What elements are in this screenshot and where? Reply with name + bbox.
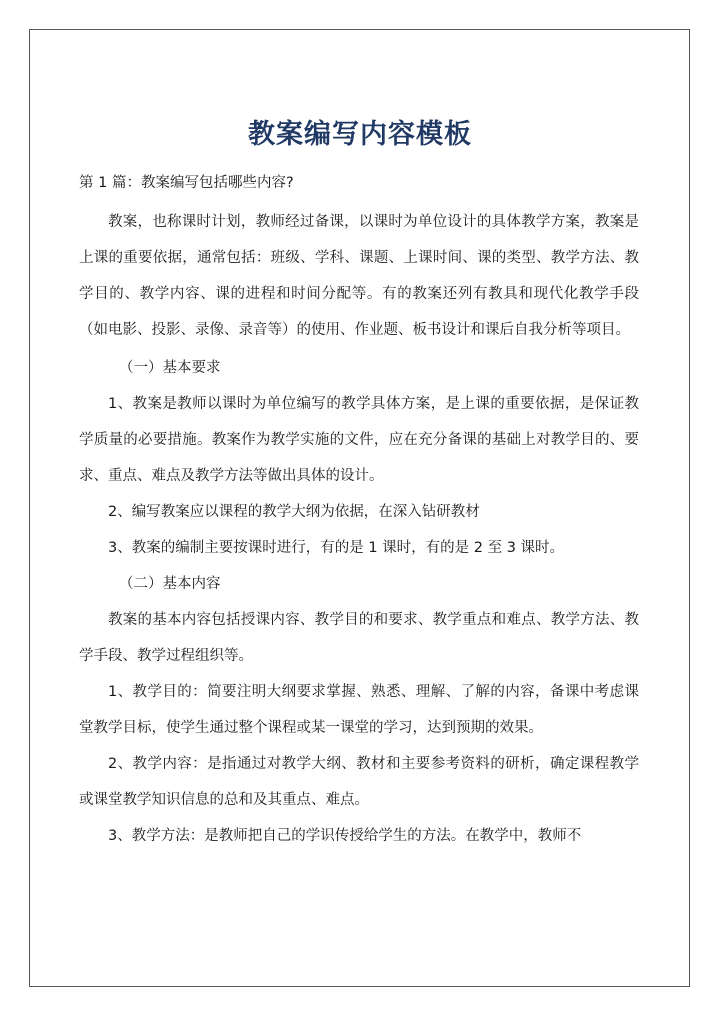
- requirement-item-1: 1、教案是教师以课时为单位编写的教学具体方案，是上课的重要依据，是保证教学质量的必要措施。教案作为教学实施的文件，应在充分备课的基础上对教学目的、要求、重点、难点及教学方法等做出具体的设计。: [79, 396, 639, 484]
- intro-paragraph: 教案，也称课时计划，教师经过备课，以课时为单位设计的具体教学方案，教案是上课的重要依据，通常包括：班级、学科、课题、上课时间、课的类型、教学方法、教学目的、教学内容、课的进程和时间分配等。有的教案还列有教具和现代化教学手段（如电影、投影、录像、录音等）的使用、作业题、板书设计和课后自我分析等项目。: [79, 214, 639, 338]
- content-paragraph: 教案的基本内容包括授课内容、教学目的和要求、教学重点和难点、教学方法、教学手段、教学过程组织等。: [79, 612, 639, 664]
- content-item-3: 3、教学方法：是教师把自己的学识传授给学生的方法。在教学中，教师不: [108, 828, 582, 844]
- content-item-1: 1、教学目的：简要注明大纲要求掌握、熟悉、理解、了解的内容，备课中考虑课堂教学目标，使学生通过整个课程或某一课堂的学习，达到预期的效果。: [79, 684, 639, 736]
- requirement-item-3: 3、教案的编制主要按课时进行，有的是 1 课时，有的是 2 至 3 课时。: [108, 540, 565, 556]
- subheading-basic-content: （二）基本内容: [119, 576, 221, 592]
- content-item-2: 2、教学内容：是指通过对教学大纲、教材和主要参考资料的研析，确定课程教学或课堂教学知识信息的总和及其重点、难点。: [79, 756, 639, 808]
- section-heading: 第 1 篇：教案编写包括哪些内容?: [79, 175, 294, 191]
- document-body: [79, 166, 639, 854]
- document-title: 教案编写内容模板: [248, 119, 472, 151]
- requirement-item-2: 2、编写教案应以课程的教学大纲为依据，在深入钻研教材: [108, 504, 480, 520]
- subheading-basic-requirements: （一）基本要求: [119, 360, 221, 376]
